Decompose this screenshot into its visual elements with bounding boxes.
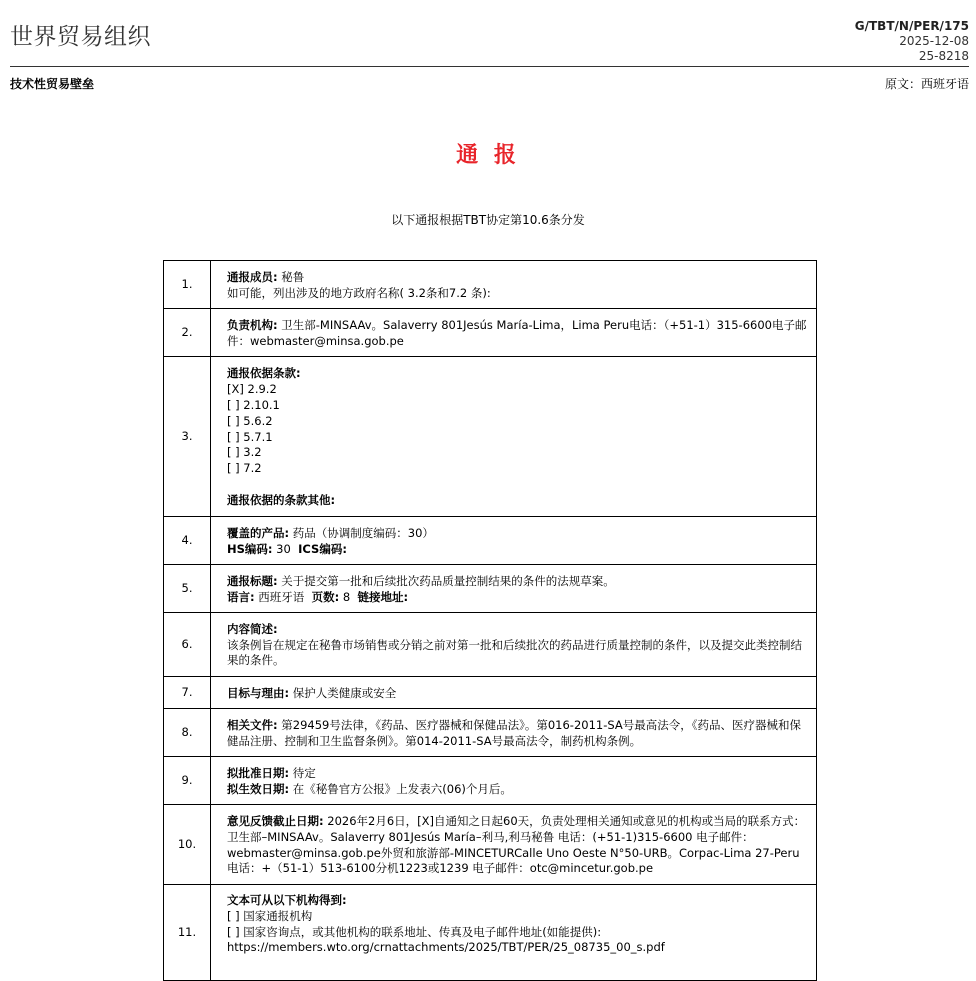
checkbox-option: [ ] 2.10.1 [227, 398, 280, 412]
row-content [211, 757, 817, 805]
field-label: ICS编码: [298, 541, 347, 556]
field-label: 内容简述: [227, 621, 278, 636]
original-language: 原文：西班牙语 [884, 77, 969, 91]
checkbox-option: [ ] 7.2 [227, 461, 262, 476]
table-row [164, 261, 817, 309]
field-value: 在《秘鲁官方公报》上发表六(06)个月后。 [289, 781, 512, 796]
field-label: 文本可从以下机构得到: [227, 893, 347, 907]
field-label: 链接地址: [357, 589, 409, 604]
committee-name: 技术性贸易壁垒 [10, 77, 95, 91]
field-value: 保护人类健康或安全 [289, 685, 397, 700]
field-label: 通报依据的条款其他: [227, 492, 336, 507]
checkbox-option: [ ] 3.2 [227, 445, 262, 460]
field-label: 拟生效日期: [227, 781, 290, 796]
field-value: 该条例旨在规定在秘鲁市场销售或分销之前对第一批和后续批次的药品进行质量控制的条件，以及提交此类控制结果的条件。 [227, 637, 802, 668]
header-divider [10, 66, 969, 67]
table-row [164, 709, 817, 757]
checkbox-option: [X] 2.9.2 [227, 382, 277, 397]
table-row [164, 885, 817, 981]
field-label: 负责机构: [227, 317, 278, 332]
document-meta [855, 19, 969, 64]
field-value: 关于提交第一批和后续批次药品质量控制结果的条件的法规草案。 [277, 573, 615, 588]
row-content [211, 885, 817, 981]
table-row [164, 565, 817, 613]
row-number: 11. [164, 885, 211, 981]
field-label: 通报成员: [227, 269, 278, 284]
row-content [211, 357, 817, 517]
page-subtitle: 以下通报根据TBT协定第10.6条分发 [391, 213, 585, 227]
table-row [164, 757, 817, 805]
field-label: 通报标题: [227, 573, 278, 588]
field-label: 相关文件: [227, 717, 278, 732]
document-symbol: G/TBT/N/PER/175 [854, 19, 969, 33]
document-link[interactable]: https://members.wto.org/crnattachments/2025/TBT/PER/25_08735_00_s.pdf [227, 940, 665, 955]
field-label: 意见反馈截止日期: [227, 813, 324, 828]
notification-table [163, 260, 817, 981]
document-number: 25-8218 [918, 49, 969, 63]
row-number: 10. [164, 805, 211, 885]
table-row [164, 677, 817, 709]
row-content [211, 261, 817, 309]
row-number: 7. [164, 677, 211, 709]
row-content [211, 805, 817, 885]
field-value: 秘鲁 [277, 269, 305, 284]
field-label: 通报依据条款: [227, 366, 301, 381]
organization-title: 世界贸易组织 [10, 24, 151, 50]
row-content [211, 565, 817, 613]
field-value: 药品（协调制度编码：30） [289, 525, 434, 540]
field-label: 语言: [227, 589, 255, 604]
row-number: 9. [164, 757, 211, 805]
row-content [211, 309, 817, 357]
field-label: 页数: [311, 589, 340, 604]
page-title: 通 报 [456, 143, 520, 168]
checkbox-option: [ ] 国家通报机构 [227, 908, 313, 923]
row-content [211, 709, 817, 757]
row-number: 4. [164, 517, 211, 565]
field-value: 卫生部-MINSAAv。Salaverry 801Jesús María-Lima，Lima Peru电话：（+51-1）315-6600电子邮件：webmaster@minsa.gob.pe [227, 317, 807, 348]
field-value: 2026年2月6日，[X]自通知之日起60天，负责处理相关通知或意见的机构或当局的联系方式：卫生部–MINSAAv。Salaverry 801Jesús María–利马,利马秘鲁 电话：(+51-1)315-6600 电子邮件：webmaster@minsa.gob.pe外贸和旅游部-MINCETURCalle Uno Oeste N°50-URB。Corpac-Lima 27-Peru 电话：+（51-1）513-6100分机1223或1239 电子邮件：otc@mincetur.gob.pe [227, 813, 806, 876]
field-label: 目标与理由: [227, 685, 290, 700]
field-value: 8 [339, 589, 351, 604]
row-number: 8. [164, 709, 211, 757]
table-row [164, 805, 817, 885]
field-value: 如可能，列出涉及的地方政府名称( 3.2条和7.2 条): [227, 285, 491, 300]
row-content [211, 613, 817, 677]
row-number: 6. [164, 613, 211, 677]
row-content [211, 677, 817, 709]
field-label: 覆盖的产品: [227, 525, 290, 540]
field-value: 待定 [289, 765, 316, 780]
table-row [164, 613, 817, 677]
table-row [164, 517, 817, 565]
document-date: 2025-12-08 [899, 34, 969, 48]
field-label: HS编码: [227, 541, 273, 556]
table-row [164, 357, 817, 517]
table-row [164, 309, 817, 357]
field-value: 第29459号法律，《药品、医疗器械和保健品法》。第016-2011-SA号最高法令，《药品、医疗器械和保健品注册、控制和卫生监督条例》。第014-2011-SA号最高法令，制药机构条例。 [227, 717, 801, 748]
checkbox-option: [ ] 5.6.2 [227, 413, 273, 428]
row-content [211, 517, 817, 565]
row-number: 2. [164, 309, 211, 357]
field-label: 拟批准日期: [227, 765, 290, 780]
row-number: 3. [164, 357, 211, 517]
checkbox-option: [ ] 5.7.1 [227, 429, 273, 444]
row-number: 1. [164, 261, 211, 309]
field-value: 30 [272, 541, 291, 556]
row-number: 5. [164, 565, 211, 613]
checkbox-option: [ ] 国家咨询点，或其他机构的联系地址、传真及电子邮件地址(如能提供): [227, 924, 602, 939]
field-value: 西班牙语 [254, 589, 305, 604]
